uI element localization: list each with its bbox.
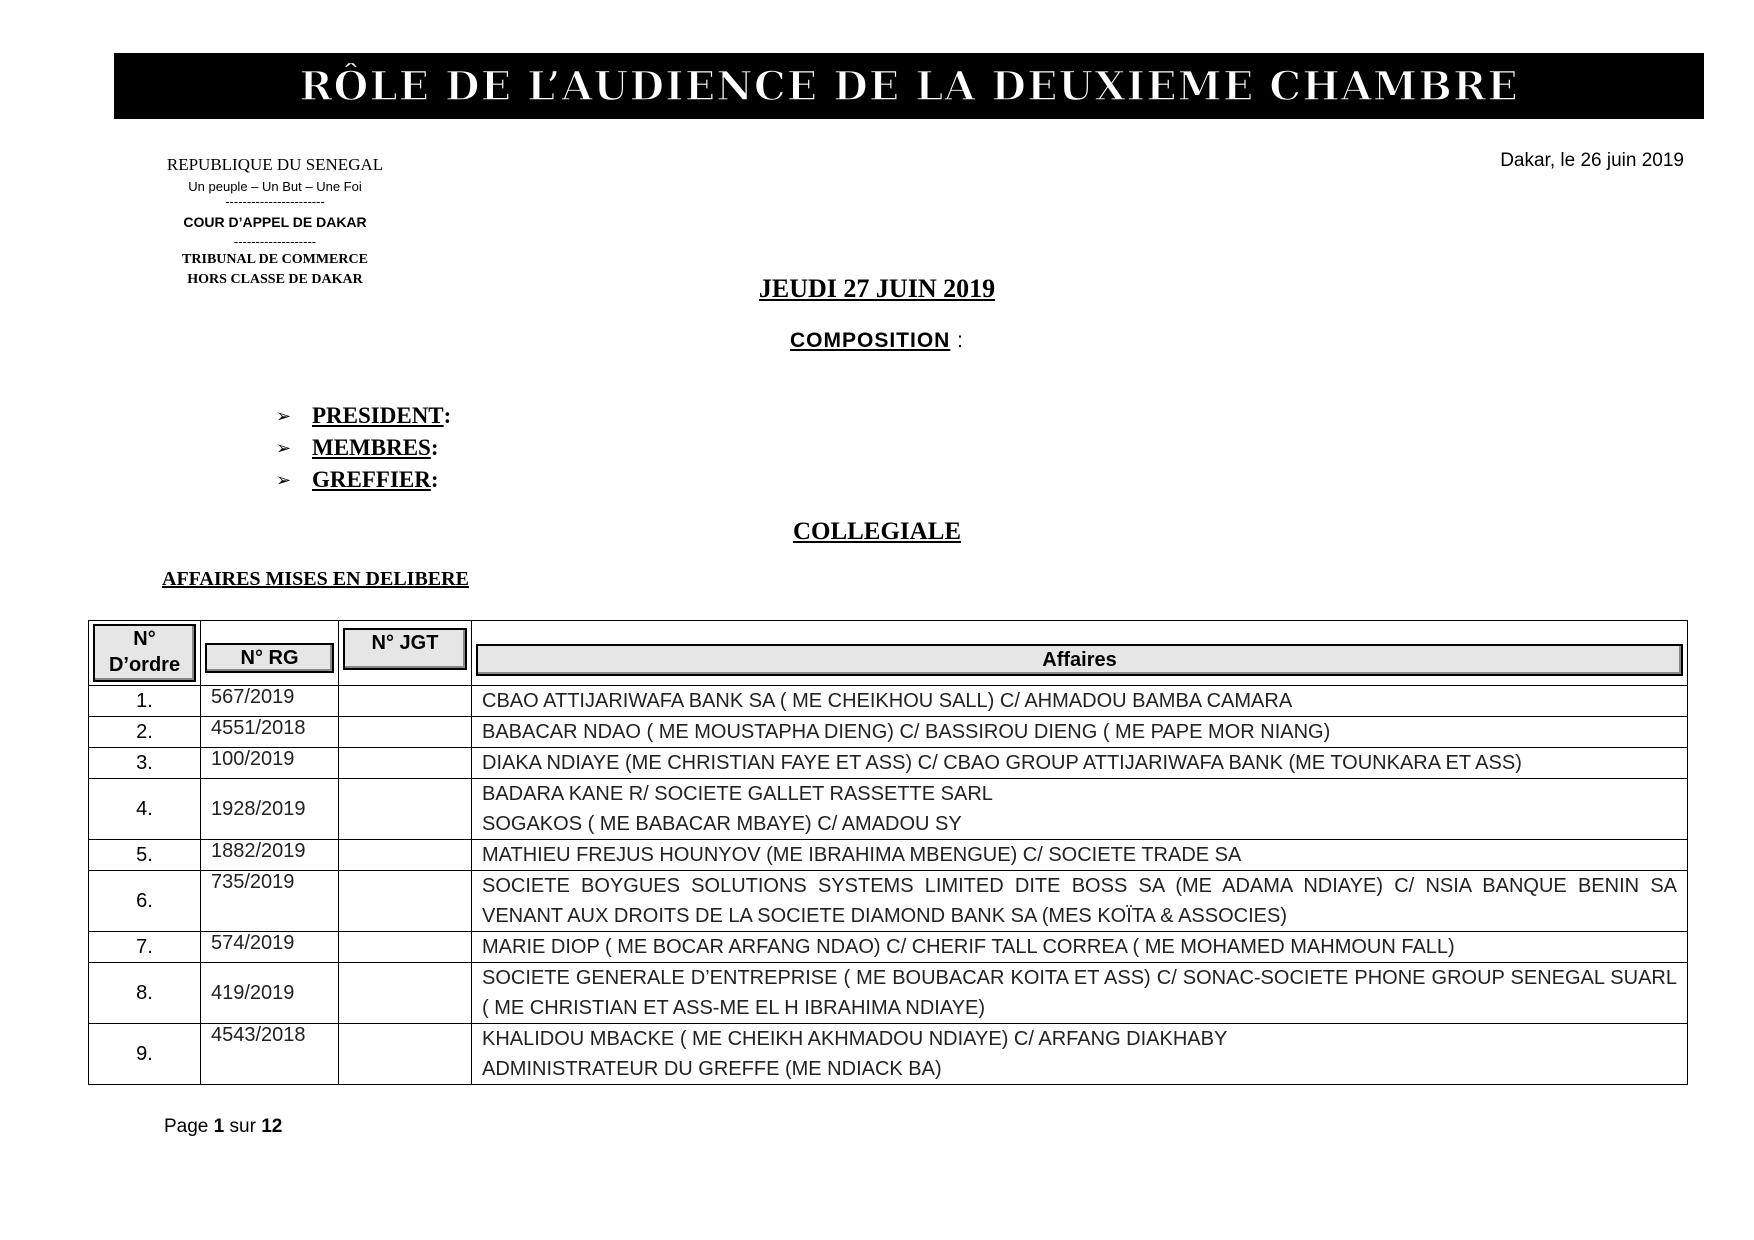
- row-rg: 4551/2018: [201, 717, 339, 748]
- role-suffix: :: [430, 435, 439, 460]
- header-jgt: N° JGT: [343, 628, 467, 670]
- affaire-line: CBAO ATTIJARIWAFA BANK SA ( ME CHEIKHOU SALL) C/ AHMADOU BAMBA CAMARA: [482, 690, 1293, 712]
- row-rg: 574/2019: [201, 932, 339, 963]
- page-number: 1: [213, 1116, 225, 1137]
- tribunal-line-2: HORS CLASSE DE DAKAR: [187, 272, 363, 287]
- row-affaire: [472, 686, 1688, 717]
- header-cell-rg: [201, 621, 339, 686]
- affaire-line: MATHIEU FREJUS HOUNYOV (ME IBRAHIMA MBENGUE) C/ SOCIETE TRADE SA: [482, 844, 1242, 866]
- page-footer: [164, 1116, 282, 1138]
- table-row: [89, 871, 1688, 932]
- affaire-line: VENANT AUX DROITS DE LA SOCIETE DIAMOND BANK SA (MES KOÏTA & ASSOCIES): [482, 905, 1288, 927]
- role-suffix: :: [443, 403, 452, 428]
- place-date: Dakar, le 26 juin 2019: [1500, 150, 1684, 171]
- affaire-line: SOCIETE GENERALE D’ENTREPRISE ( ME BOUBACAR KOITA ET ASS) C/ SONAC-SOCIETE PHONE GROUP SENEGAL SUARL: [482, 967, 1677, 989]
- hearing-date-text: JEUDI 27 JUIN 2019: [758, 274, 996, 303]
- table-header-row: [89, 621, 1688, 686]
- affaire-line: ( ME CHRISTIAN ET ASS-ME EL H IBRAHIMA NDIAYE): [482, 997, 986, 1019]
- composition-heading: [0, 329, 1754, 353]
- row-order: 8.: [89, 963, 201, 1024]
- row-rg: 1928/2019: [201, 779, 339, 840]
- header-cell-affaires: [472, 621, 1688, 686]
- header-rg: N° RG: [205, 643, 334, 673]
- row-affaire: [472, 779, 1688, 840]
- header-cell-jgt: [339, 621, 472, 686]
- table-row: [89, 686, 1688, 717]
- arrow-bullet-icon: ➢: [276, 469, 292, 491]
- header-affaires: Affaires: [476, 644, 1683, 676]
- row-jgt: [339, 932, 472, 963]
- table-row: [89, 840, 1688, 871]
- row-order: 7.: [89, 932, 201, 963]
- row-order: 5.: [89, 840, 201, 871]
- header-order-line2: D’ordre: [108, 654, 181, 676]
- cases-table: [88, 620, 1688, 1085]
- role-label: PRESIDENT: [312, 403, 444, 428]
- table-row: [89, 748, 1688, 779]
- role-label: MEMBRES: [312, 435, 431, 460]
- row-jgt: [339, 1024, 472, 1085]
- row-rg: 4543/2018: [201, 1024, 339, 1085]
- page-total: 12: [261, 1116, 283, 1137]
- row-rg: 1882/2019: [201, 840, 339, 871]
- row-affaire: [472, 748, 1688, 779]
- row-rg: 100/2019: [201, 748, 339, 779]
- affaire-line: DIAKA NDIAYE (ME CHRISTIAN FAYE ET ASS) C/ CBAO GROUP ATTIJARIWAFA BANK (ME TOUNKARA ET ASS): [482, 752, 1522, 774]
- section-title: AFFAIRES MISES EN DELIBERE: [162, 568, 469, 590]
- row-jgt: [339, 748, 472, 779]
- title-banner: [114, 53, 1704, 119]
- affaire-line: ADMINISTRATEUR DU GREFFE (ME NDIACK BA): [482, 1058, 942, 1080]
- table-row: [89, 779, 1688, 840]
- header-order-line1: N°: [133, 628, 156, 650]
- affaire-line: KHALIDOU MBACKE ( ME CHEIKH AKHMADOU NDIAYE) C/ ARFANG DIAKHABY: [482, 1028, 1228, 1050]
- row-order: 4.: [89, 779, 201, 840]
- table-row: [89, 717, 1688, 748]
- page-word: Page: [164, 1116, 209, 1137]
- row-affaire: [472, 717, 1688, 748]
- header-cell-order: [89, 621, 201, 686]
- row-affaire: [472, 963, 1688, 1024]
- header-order: [93, 624, 196, 682]
- row-jgt: [339, 686, 472, 717]
- arrow-bullet-icon: ➢: [276, 405, 292, 427]
- table-row: [89, 932, 1688, 963]
- role-label: GREFFIER: [312, 467, 431, 492]
- role-suffix: :: [430, 467, 439, 492]
- composition-colon: :: [950, 329, 964, 352]
- table-row: [89, 963, 1688, 1024]
- republic-name: REPUBLIQUE DU SENEGAL: [166, 155, 384, 174]
- affaire-line: SOCIETE BOYGUES SOLUTIONS SYSTEMS LIMITED DITE BOSS SA (ME ADAMA NDIAYE) C/ NSIA BANQUE BENIN SA: [482, 875, 1677, 897]
- tribunal-line-1: TRIBUNAL DE COMMERCE: [182, 252, 368, 267]
- affaire-line: BADARA KANE R/ SOCIETE GALLET RASSETTE SARL: [482, 783, 993, 805]
- row-jgt: [339, 779, 472, 840]
- affaire-line: MARIE DIOP ( ME BOCAR ARFANG NDAO) C/ CHERIF TALL CORREA ( ME MOHAMED MAHMOUN FALL): [482, 936, 1455, 958]
- row-affaire: [472, 871, 1688, 932]
- affaire-line: BABACAR NDAO ( ME MOUSTAPHA DIENG) C/ BASSIROU DIENG ( ME PAPE MOR NIANG): [482, 721, 1331, 743]
- composition-roles: [276, 400, 451, 496]
- table-row: [89, 1024, 1688, 1085]
- row-order: 2.: [89, 717, 201, 748]
- arrow-bullet-icon: ➢: [276, 437, 292, 459]
- separator-line: -------------------: [233, 234, 317, 249]
- of-word: sur: [229, 1116, 256, 1137]
- row-jgt: [339, 871, 472, 932]
- row-affaire: [472, 1024, 1688, 1085]
- row-order: 1.: [89, 686, 201, 717]
- row-rg: 735/2019: [201, 871, 339, 932]
- row-order: 9.: [89, 1024, 201, 1085]
- row-rg: 419/2019: [201, 963, 339, 1024]
- row-affaire: [472, 932, 1688, 963]
- affaire-line: SOGAKOS ( ME BABACAR MBAYE) C/ AMADOU SY: [482, 813, 962, 835]
- role-greffier: [276, 464, 451, 496]
- row-jgt: [339, 717, 472, 748]
- row-affaire: [472, 840, 1688, 871]
- separator-line: -----------------------: [225, 194, 325, 209]
- issuer-header: [140, 155, 410, 290]
- hearing-date: [0, 274, 1754, 304]
- court-name: COUR D’APPEL DE DAKAR: [183, 214, 367, 230]
- row-order: 3.: [89, 748, 201, 779]
- role-president: [276, 400, 451, 432]
- row-jgt: [339, 963, 472, 1024]
- composition-label: COMPOSITION: [789, 329, 951, 352]
- row-jgt: [339, 840, 472, 871]
- document-title: RÔLE DE L’AUDIENCE DE LA DEUXIEME CHAMBRE: [299, 62, 1519, 110]
- national-motto: Un peuple – Un But – Une Foi: [188, 179, 362, 194]
- role-membres: [276, 432, 451, 464]
- row-order: 6.: [89, 871, 201, 932]
- row-rg: 567/2019: [201, 686, 339, 717]
- formation-heading: COLLEGIALE: [792, 518, 962, 545]
